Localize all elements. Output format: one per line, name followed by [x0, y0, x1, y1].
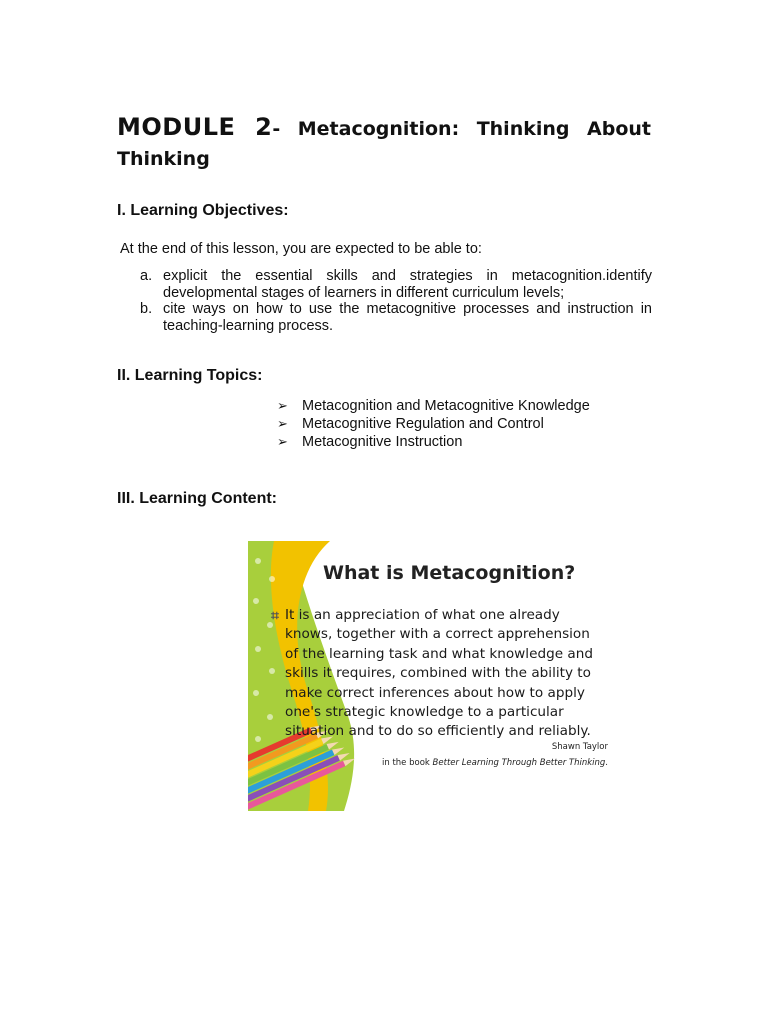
module-dash: - [272, 118, 298, 140]
slide-body: It is an appreciation of what one already knows, together with a correct apprehension of the learning task and what knowledge and skills it requires, combined with the ability to make correct inferences about how to apply one's strategic knowledge to a particular situation and to do so efficiently and reliably. [285, 607, 593, 740]
topic-item [277, 397, 590, 415]
module-subject: Metacognition: Thinking About Thinking [117, 118, 651, 170]
book-title: Better Learning Through Better Thinking [432, 758, 606, 768]
topic-text: Metacognition and Metacognitive Knowledge [302, 398, 590, 414]
topic-text: Metacognitive Regulation and Control [302, 416, 544, 432]
topics-heading: II. Learning Topics: [117, 367, 263, 384]
objective-text: cite ways on how to use the metacognitive processes and instruction in teaching-learning process. [163, 301, 652, 334]
topic-text: Metacognitive Instruction [302, 434, 463, 450]
objective-text: explicit the essential skills and strategies in metacognition.identify developmental stages of learners in different curriculum levels; [163, 268, 652, 301]
objectives-intro: At the end of this lesson, you are expected to be able to: [120, 241, 482, 257]
topic-item [277, 433, 590, 451]
arrow-bullet-icon: ➢ [277, 398, 288, 413]
objectives-heading: I. Learning Objectives: [117, 202, 289, 219]
arrow-bullet-icon: ➢ [277, 416, 288, 431]
topics-list [277, 397, 590, 451]
module-label: MODULE 2 [117, 113, 273, 141]
book-suffix: . [605, 758, 608, 768]
module-title [117, 112, 651, 174]
objectives-list [140, 268, 652, 334]
slide-title: What is Metacognition? [323, 562, 576, 584]
arrow-bullet-icon: ➢ [277, 434, 288, 449]
objective-item [140, 268, 652, 301]
book-prefix: in the book [382, 758, 433, 768]
objective-marker: b. [140, 301, 153, 317]
content-heading: III. Learning Content: [117, 490, 277, 507]
topic-item [277, 415, 590, 433]
hash-bullet-icon: ⌗ [271, 607, 279, 623]
objective-item [140, 301, 652, 334]
slide-book-citation [382, 758, 608, 768]
slide-author: Shawn Taylor [551, 742, 608, 752]
metacognition-slide-image [248, 541, 623, 811]
objective-marker: a. [140, 268, 153, 284]
